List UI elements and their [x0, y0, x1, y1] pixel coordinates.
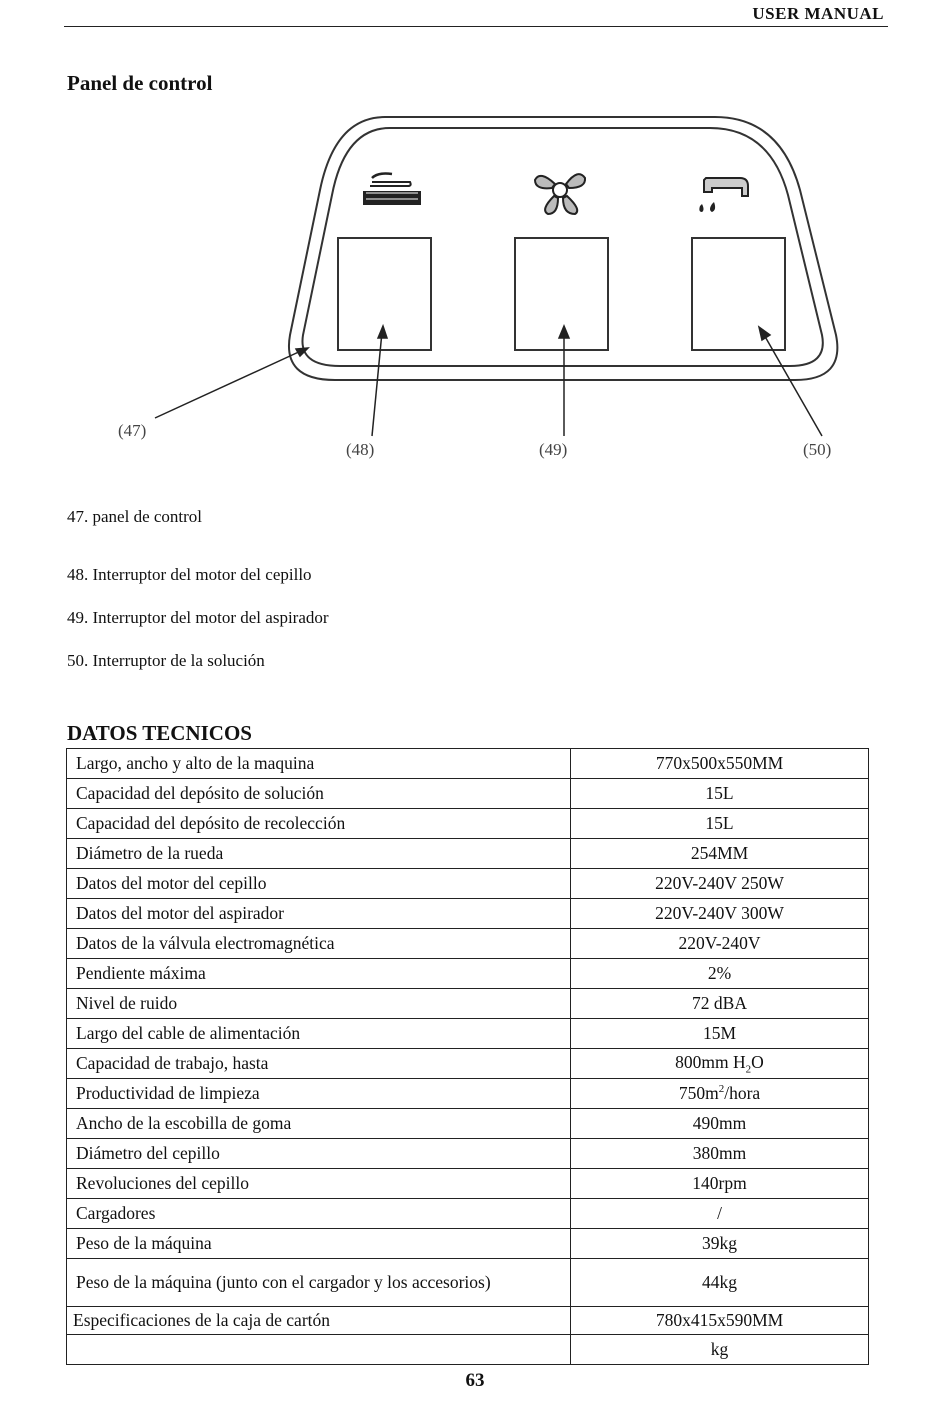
spec-value: 140rpm: [571, 1169, 869, 1199]
solution-switch: [692, 238, 785, 350]
spec-label: Productividad de limpieza: [67, 1079, 571, 1109]
spec-label: Largo, ancho y alto de la maquina: [67, 749, 571, 779]
spec-value: 380mm: [571, 1139, 869, 1169]
spec-value: 220V-240V: [571, 929, 869, 959]
control-panel-diagram: [100, 108, 860, 468]
table-row: [67, 1335, 869, 1365]
spec-value: /: [571, 1199, 869, 1229]
spec-label: Cargadores: [67, 1199, 571, 1229]
spec-label: Datos del motor del cepillo: [67, 869, 571, 899]
callout-48: (48): [346, 440, 375, 459]
spec-value: 15L: [571, 779, 869, 809]
spec-value: 770x500x550MM: [571, 749, 869, 779]
table-row: [67, 1109, 869, 1139]
spec-label: [67, 1335, 571, 1365]
water-faucet-icon: [699, 178, 748, 212]
spec-label: Diámetro de la rueda: [67, 839, 571, 869]
table-row: [67, 779, 869, 809]
header-title: USER MANUAL: [752, 4, 884, 23]
spec-label: Capacidad del depósito de recolección: [67, 809, 571, 839]
table-row: [67, 1049, 869, 1079]
table-row: [67, 1259, 869, 1307]
table-row: [67, 1079, 869, 1109]
spec-value: 15L: [571, 809, 869, 839]
spec-value: 800mm $H_2O$: [571, 1049, 869, 1079]
callout-47: (47): [118, 421, 147, 440]
header-rule: [64, 26, 888, 27]
table-row: [67, 809, 869, 839]
spec-label: Peso de la máquina: [67, 1229, 571, 1259]
spec-label: Diámetro del cepillo: [67, 1139, 571, 1169]
spec-label: Datos del motor del aspirador: [67, 899, 571, 929]
spec-label: Revoluciones del cepillo: [67, 1169, 571, 1199]
panel-section-title: Panel de control: [67, 71, 213, 95]
spec-value: 220V-240V 250W: [571, 869, 869, 899]
legend-item-50: 50. Interruptor de la solución: [67, 651, 265, 670]
spec-value: 15M: [571, 1019, 869, 1049]
spec-value: 72 dBA: [571, 989, 869, 1019]
table-row: [67, 839, 869, 869]
spec-label: Capacidad de trabajo, hasta: [67, 1049, 571, 1079]
table-row: [67, 1199, 869, 1229]
spec-value: $750m^2$/hora: [571, 1079, 869, 1109]
panel-outline-outer: [289, 117, 837, 380]
table-row: [67, 749, 869, 779]
spec-label: Ancho de la escobilla de goma: [67, 1109, 571, 1139]
legend-item-47: 47. panel de control: [67, 507, 203, 526]
spec-value: 39kg: [571, 1229, 869, 1259]
table-row: [67, 929, 869, 959]
spec-label: Especificaciones de la caja de cartón: [67, 1307, 571, 1335]
spec-label: Nivel de ruido: [67, 989, 571, 1019]
spec-value: kg: [571, 1335, 869, 1365]
spec-label: Pendiente máxima: [67, 959, 571, 989]
table-row: [67, 1139, 869, 1169]
table-row: [67, 1307, 869, 1335]
callout-49: (49): [539, 440, 568, 459]
spec-value: 254MM: [571, 839, 869, 869]
spec-value: 490mm: [571, 1109, 869, 1139]
callout-50: (50): [803, 440, 832, 459]
table-row: [67, 1169, 869, 1199]
table-row: [67, 989, 869, 1019]
table-row: [67, 1229, 869, 1259]
spec-value: 220V-240V 300W: [571, 899, 869, 929]
legend-item-49: 49. Interruptor del motor del aspirador: [67, 608, 329, 627]
legend-item-48: 48. Interruptor del motor del cepillo: [67, 565, 312, 584]
table-row: [67, 959, 869, 989]
table-row: [67, 899, 869, 929]
page-number: 63: [465, 1370, 485, 1391]
spec-value: 44kg: [571, 1259, 869, 1307]
specs-table: [66, 748, 869, 1365]
spec-label: Largo del cable de alimentación: [67, 1019, 571, 1049]
spec-value: 780x415x590MM: [571, 1307, 869, 1335]
brush-icon: [363, 174, 421, 206]
table-row: [67, 869, 869, 899]
specs-section-title: DATOS TECNICOS: [67, 721, 252, 745]
fan-icon: [535, 174, 585, 214]
table-row: [67, 1019, 869, 1049]
spec-label: Capacidad del depósito de solución: [67, 779, 571, 809]
spec-value: 2%: [571, 959, 869, 989]
spec-label: Datos de la válvula electromagnética: [67, 929, 571, 959]
spec-label: Peso de la máquina (junto con el cargador y los accesorios): [67, 1259, 571, 1307]
